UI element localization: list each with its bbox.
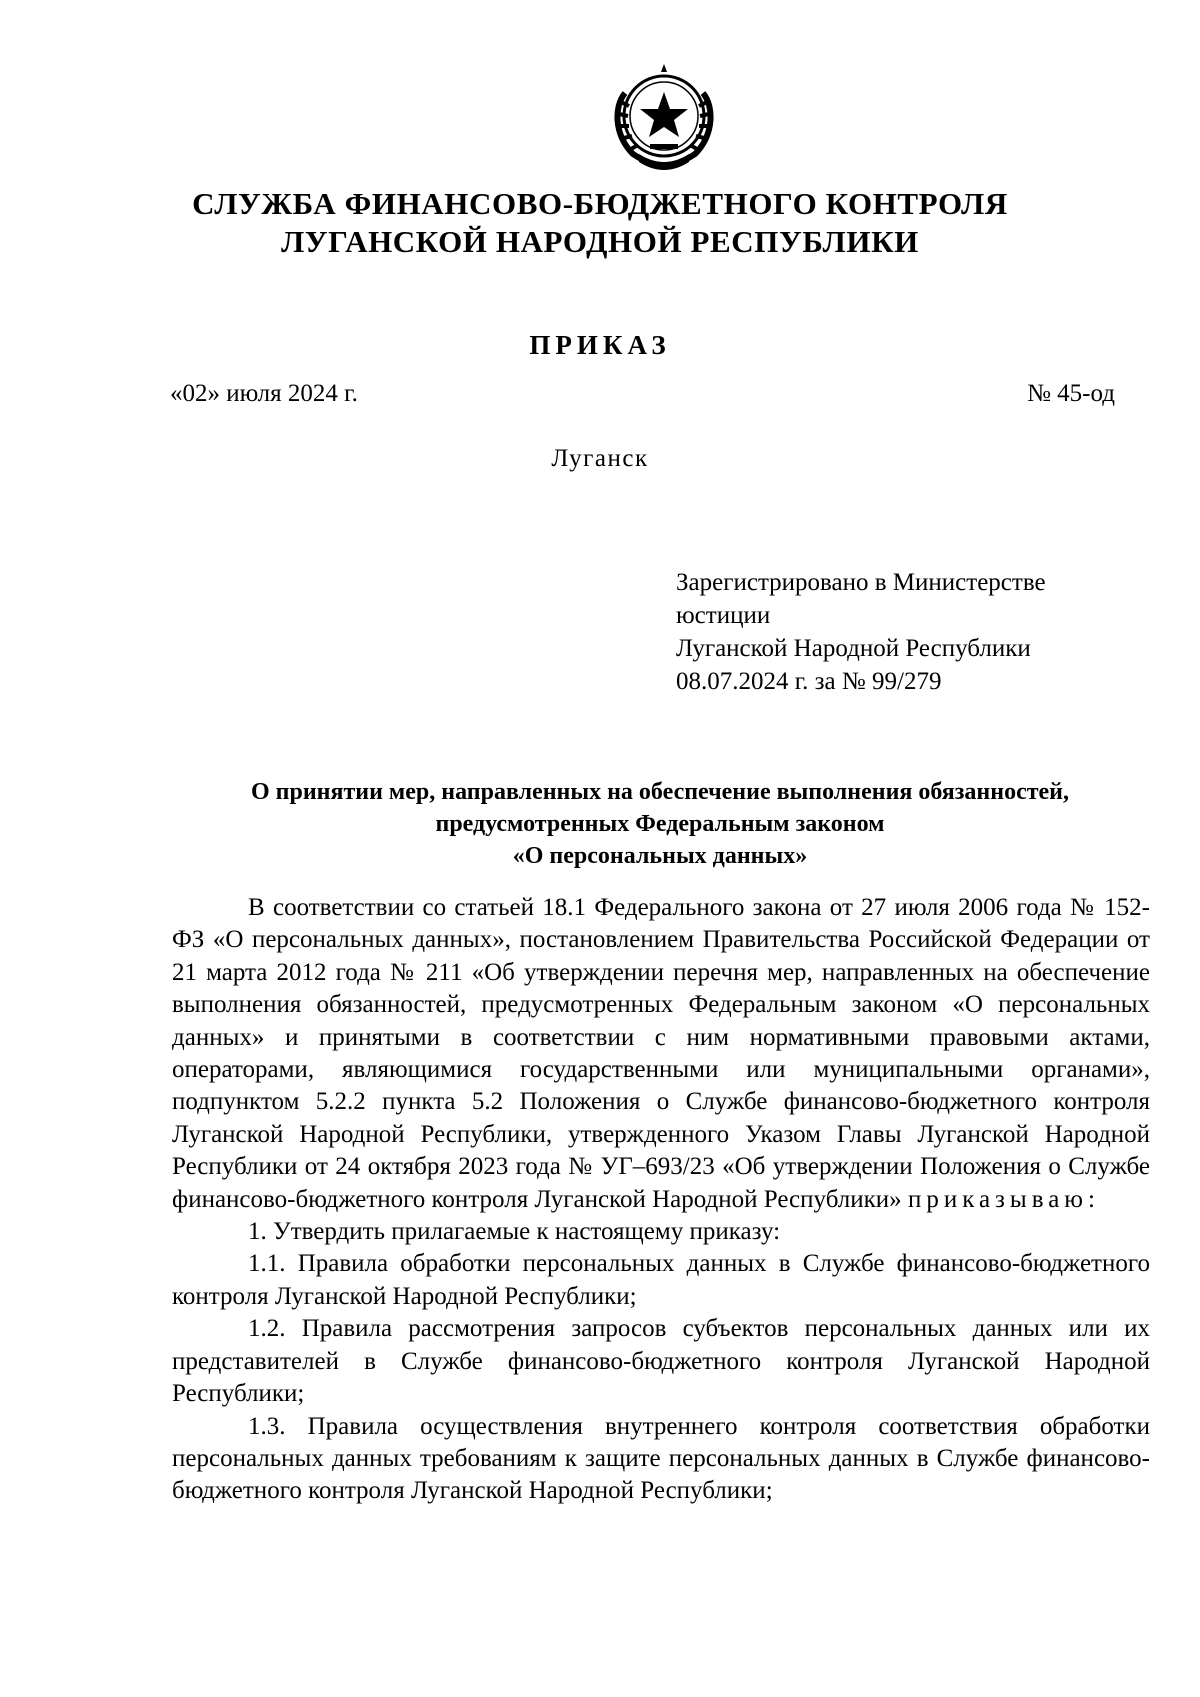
order-city: Луганск [551,445,649,472]
registration-line4: 08.07.2024 г. за № 99/279 [676,668,942,695]
registration-line1: Зарегистрировано в Министерстве [676,569,1046,596]
item-1-3: 1.3. Правила осуществления внутреннего контроля соответствия обработки персональных данных требованиям к защите персональных данных в Службе финансово-бюджетного контроля Луганской Народной Республики; [172,1412,1150,1505]
order-title-line1: О принятии мер, направленных на обеспечение выполнения обязанностей, [250,779,1069,805]
item-1-1: 1.1. Правила обработки персональных данных в Службе финансово-бюджетного контроля Луганской Народной Республики; [172,1250,1150,1310]
order-title [165,776,1155,872]
item-1: 1. Утвердить прилагаемые к настоящему приказу: [248,1218,781,1246]
order-date: «02» июля 2024 г. [170,380,358,407]
registration-line3: Луганской Народной Республики [676,635,1031,662]
order-body [172,892,1150,1508]
org-name-line1: СЛУЖБА ФИНАНСОВО-БЮДЖЕТНОГО КОНТРОЛЯ [192,186,1008,221]
order-title-line3: «О персональных данных» [512,843,808,869]
coat-of-arms-icon [603,58,725,180]
org-name-line2: ЛУГАНСКОЙ НАРОДНОЙ РЕСПУБЛИКИ [281,224,919,259]
order-title-line2: предусмотренных Федеральным законом [435,811,885,837]
order-number: № 45-од [1027,380,1115,407]
preamble-text: В соответствии со статьей 18.1 Федерального закона от 27 июля 2006 года № 152-ФЗ «О персональных данных», постановлением Правительства Российской Федерации от 21 марта 2012 года № 211 «Об утверждении перечня мер, направленных на обеспечение выполнения обязанностей, предусмотренных Федеральным законом «О персональных данных» и принятыми в соответствии с ним нормативными правовыми актами, операторами, являющимися государственными или муниципальными органами», подпунктом 5.2.2 пункта 5.2 Положения о Службе финансово-бюджетного контроля Луганской Народной Республики, утвержденного Указом Главы Луганской Народной Республики от 24 октября 2023 года № УГ–693/23 «Об утверждении Положения о Службе финансово-бюджетного контроля Луганской Народной Республики» [172,894,1150,1213]
item-1-2: 1.2. Правила рассмотрения запросов субъектов персональных данных или их представителей в Службе финансово-бюджетного контроля Луганской Народной Республики; [172,1315,1150,1408]
document-type: ПРИКАЗ [529,330,671,360]
registration-line2: юстиции [676,602,771,629]
registration-note [676,566,1136,698]
order-word: приказываю: [907,1185,1100,1213]
preamble-paragraph [172,892,1150,1216]
